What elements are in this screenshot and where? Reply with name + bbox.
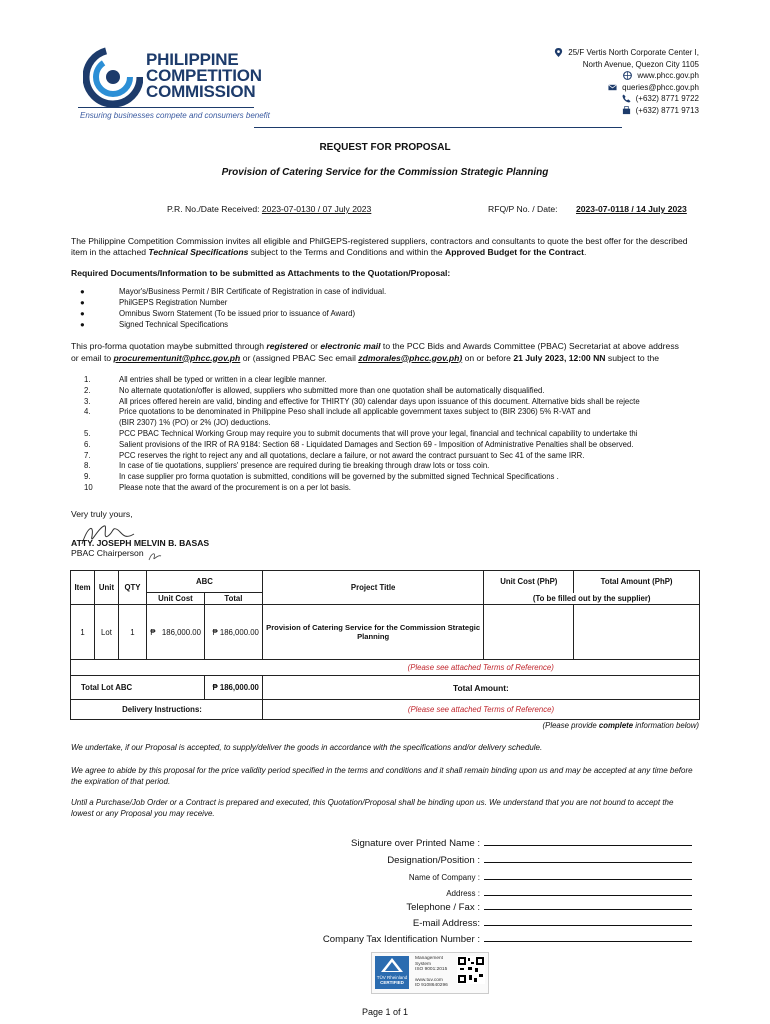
term-item <box>84 440 704 451</box>
submission-electronic: electronic mail <box>320 341 381 351</box>
provide-info-note <box>543 721 699 730</box>
supplier-fill-note: (To be filled out by the supplier) <box>484 593 700 605</box>
phone1-text: (+632) 8771 9722 <box>635 94 699 103</box>
term-text: In case of tie quotations, suppliers' presence are required during tie breaking through draw lots or toss coin. <box>119 461 490 471</box>
email-field[interactable] <box>292 915 692 929</box>
delivery-instructions-label: Delivery Instructions: <box>71 700 263 720</box>
location-pin-icon <box>554 48 563 57</box>
qty-cell: 1 <box>118 605 146 660</box>
term-number: 6. <box>84 439 91 449</box>
term-item <box>84 375 704 386</box>
term-text: PCC reserves the right to reject any and all quotations, declare a failure, or not award the contract pursuant to Sec 41 of the same IRR. <box>119 450 585 460</box>
header-divider <box>254 127 622 128</box>
tin-field[interactable] <box>292 931 692 945</box>
supplier-total-amount-input[interactable] <box>574 605 700 660</box>
tuv-label: TÜV Rheinland <box>376 975 408 980</box>
total-amount-label: Total Amount: <box>262 676 699 700</box>
term-text: In case supplier pro forma quotation is submitted, conditions will be governed by the submitted signed Technical Specifications . <box>119 472 559 482</box>
term-number: 8. <box>84 461 91 471</box>
required-item-text: Omnibus Sworn Statement (To be issued prior to issuance of Award) <box>119 309 356 318</box>
address-line[interactable] <box>484 885 692 896</box>
intro-text-a: The Philippine Competition Commission invites all eligible and PhilGEPS-registered suppliers, contractors and consultants to quote the best offer for the described item in the attached <box>71 236 688 257</box>
rfq-label: RFQ/P No. / Date: <box>488 204 558 214</box>
quotation-table <box>70 570 700 720</box>
intro-paragraph <box>71 236 701 258</box>
logo-underline <box>78 107 254 108</box>
col-header-total: Total <box>204 593 262 605</box>
term-number: 9. <box>84 472 91 482</box>
address-field[interactable] <box>292 885 692 898</box>
required-item-text: Mayor's/Business Permit / BIR Certificate of Registration in case of individual. <box>119 287 387 296</box>
procurement-email-link[interactable]: procurementunit@phcc.gov.ph <box>113 352 241 363</box>
provide-note-a: (Please provide <box>542 721 599 730</box>
intro-text-c: subject to the Terms and Conditions and within the <box>248 247 446 257</box>
telephone-line[interactable] <box>484 899 692 910</box>
document-title: REQUEST FOR PROPOSAL <box>319 142 451 153</box>
term-number: 7. <box>84 450 91 460</box>
tin-line[interactable] <box>484 931 692 942</box>
org-name-line3: COMMISSION <box>146 82 256 101</box>
submission-l: subject to the <box>605 352 660 363</box>
designation-field[interactable] <box>292 852 692 866</box>
rfq-row <box>488 204 700 215</box>
document-subtitle: Provision of Catering Service for the Commission Strategic Planning <box>221 167 549 178</box>
until-paragraph: Until a Purchase/Job Order or a Contract is prepared and executed, this Quotation/Proposal shall be binding upon us. We understand that you are not bound to accept the lowest or any Proposal you may receive. <box>71 798 674 818</box>
email-link[interactable]: queries@phcc.gov.ph <box>622 82 699 92</box>
total-lot-value: ₱ 186,000.00 <box>204 676 262 700</box>
term-item <box>84 429 704 440</box>
pcc-emblem-icon <box>83 46 143 108</box>
col-header-project: Project Title <box>262 571 484 605</box>
provide-note-c: information below) <box>633 721 699 730</box>
list-item: ● Omnibus Sworn Statement (To be issued prior to issuance of Award) <box>80 309 356 318</box>
col-header-qty: QTY <box>118 571 146 605</box>
certified-label: CERTIFIED <box>380 980 404 985</box>
email-label: E-mail Address: <box>412 918 480 929</box>
pbac-email-link[interactable]: zdmorales@phcc.gov.ph) <box>358 352 463 363</box>
qr-code-icon <box>457 956 485 984</box>
iso-certification-badge <box>371 952 489 994</box>
address-row <box>439 47 699 59</box>
page-number: Page 1 of 1 <box>361 1007 409 1017</box>
unit-cost-cell: ₱ 186,000.00 <box>146 605 204 660</box>
submission-e: to the PCC Bids and Awards Committee (PBAC) Secretariat at above address <box>380 341 679 351</box>
submission-h: or (assigned PBAC Sec email <box>240 352 359 363</box>
signatory-name: ATTY. JOSEPH MELVIN B. BASAS <box>71 538 210 548</box>
intro-text-e: . <box>583 247 587 257</box>
provide-note-complete: complete <box>598 721 634 730</box>
email-row <box>439 82 699 94</box>
term-item <box>84 483 704 494</box>
pr-label: P.R. No./Date Received: <box>167 204 260 214</box>
col-header-item: Item <box>71 571 95 605</box>
submission-registered: registered <box>266 341 308 351</box>
closing-text: Very truly yours, <box>71 509 133 519</box>
list-item: ● Mayor's/Business Permit / BIR Certificate of Registration in case of individual. <box>80 287 387 296</box>
required-list <box>80 286 386 330</box>
signature-label: Signature over Printed Name : <box>350 838 480 849</box>
term-text: All prices offered herein are valid, binding and effective for THIRTY (30) calendar days upon issuance of this document. Alternative bids shall be rejecte <box>119 396 640 406</box>
term-text: Please note that the award of the procurement is on a per lot basis. <box>119 482 351 492</box>
term-text: No alternate quotation/offer is allowed, suppliers who submitted more than one quotation shall be automatically disqualified. <box>119 385 545 395</box>
tin-label: Company Tax Identification Number : <box>322 934 480 945</box>
term-number: 1. <box>84 375 91 384</box>
term-item <box>84 472 704 483</box>
website-link[interactable]: www.phcc.gov.ph <box>637 71 699 80</box>
term-number: 4. <box>84 407 91 417</box>
tuv-badge <box>375 956 409 989</box>
pr-row <box>167 204 426 215</box>
col-header-total-amount-php: Total Amount (PhP) <box>574 571 700 593</box>
list-item: ● Signed Technical Specifications <box>80 320 229 329</box>
address-line1: 25/F Vertis North Corporate Center I, <box>568 48 699 57</box>
unit-cell: Lot <box>94 605 118 660</box>
required-heading: Required Documents/Information to be submitted as Attachments to the Quotation/Proposal: <box>71 268 451 278</box>
term-item <box>84 418 704 429</box>
website-row <box>439 70 699 82</box>
cert-line1: Management <box>415 956 443 961</box>
address-label: Address : <box>446 889 480 898</box>
term-item <box>84 386 704 397</box>
col-header-unit-cost: Unit Cost <box>146 593 204 605</box>
tuv-triangle-icon <box>375 956 409 974</box>
tagline: Ensuring businesses compete and consumers benefit <box>80 111 270 120</box>
submission-a: This pro-forma quotation maybe submitted through <box>71 341 267 351</box>
term-number: 5. <box>84 428 91 438</box>
col-header-abc: ABC <box>146 571 262 593</box>
company-name-label: Name of Company : <box>408 873 480 882</box>
term-item <box>84 407 704 418</box>
company-name-line[interactable] <box>484 869 692 880</box>
col-header-unit-cost-php: Unit Cost (PhP) <box>484 571 574 593</box>
undertake-paragraph: We undertake, if our Proposal is accepted, to supply/deliver the goods in accordance with the specifications and/or delivery schedule. <box>71 743 543 752</box>
required-item-text: Signed Technical Specifications <box>119 320 229 329</box>
pcc-logo <box>83 46 143 108</box>
empty-cell <box>71 660 263 676</box>
telephone-label: Telephone / Fax : <box>406 902 480 913</box>
designation-line[interactable] <box>484 852 692 863</box>
signatory-title: PBAC Chairperson <box>71 548 144 558</box>
term-item <box>84 451 704 462</box>
fax-icon <box>622 106 631 115</box>
supplier-unit-cost-input[interactable] <box>484 605 574 660</box>
term-text: (BIR 2307) 1% (PO) or 2% (JO) deductions. <box>119 418 271 428</box>
company-name-field[interactable] <box>292 869 692 882</box>
term-text: Price quotations to be denominated in Philippine Peso shall include all applicable government taxes subject to (BIR 2306) 5% R-VAT and <box>119 407 591 417</box>
submission-f: or email to <box>71 352 114 363</box>
item-cell: 1 <box>71 605 95 660</box>
intro-abc: Approved Budget for the Contract <box>445 247 584 257</box>
list-item: ● PhilGEPS Registration Number <box>80 298 228 307</box>
submission-paragraph <box>71 341 711 364</box>
submission-c: or <box>307 341 321 351</box>
term-number: 3. <box>84 396 91 406</box>
submission-j: on or before <box>462 352 514 363</box>
term-number: 2. <box>84 385 91 395</box>
cert-line4: www.tuv.com <box>415 977 443 983</box>
designation-label: Designation/Position : <box>387 855 480 866</box>
address-line2: North Avenue, Quezon City 1105 <box>582 59 699 69</box>
table-row <box>71 605 700 660</box>
cert-line5: ID 9108640296 <box>415 983 448 989</box>
intro-tech-specs: Technical Specifications <box>148 247 249 257</box>
org-name-line2: COMPETITION <box>146 66 262 85</box>
delivery-tor-note: (Please see attached Terms of Reference) <box>262 700 699 720</box>
envelope-icon <box>608 83 617 92</box>
initials-mark <box>148 550 162 562</box>
term-text: All entries shall be typed or written in a clear legible manner. <box>119 375 327 384</box>
phone2-row <box>439 105 699 117</box>
org-name-line1: PHILIPPINE <box>146 50 239 69</box>
terms-of-reference-note: (Please see attached Terms of Reference) <box>262 660 699 676</box>
term-item <box>84 461 704 472</box>
term-item <box>84 397 704 408</box>
total-cell: ₱ 186,000.00 <box>204 605 262 660</box>
terms-list <box>84 375 704 494</box>
abide-paragraph: We agree to abide by this proposal for the price validity period specified in the terms and conditions and it shall remain binding upon us and may be accepted at any time before the expiration of that period. <box>71 766 693 786</box>
cert-line3: ISO 9001:2015 <box>415 967 448 973</box>
pr-value: 2023-07-0130 / 07 July 2023 <box>261 204 372 214</box>
total-lot-label: Total Lot ABC <box>71 676 205 700</box>
deadline: 21 July 2023, 12:00 NN <box>513 352 606 363</box>
required-item-text: PhilGEPS Registration Number <box>119 298 228 307</box>
phone2-text: (+632) 8771 9713 <box>635 105 699 115</box>
cert-line2: System <box>415 961 431 967</box>
email-line[interactable] <box>484 915 692 926</box>
rfq-value: 2023-07-0118 / 14 July 2023 <box>575 204 687 214</box>
term-text: Salient provisions of the IRR of RA 9184: Section 68 - Liquidated Damages and Section 69 - Imposition of Administrative Penalties shall be observed. <box>119 439 634 449</box>
signature-line[interactable] <box>484 835 692 846</box>
phone1-row <box>439 93 699 105</box>
col-header-unit: Unit <box>94 571 118 605</box>
globe-icon <box>623 71 632 80</box>
term-text: PCC PBAC Technical Working Group may require you to submit documents that will prove your legal, financial and technical capability to undertake thi <box>119 428 638 438</box>
contact-block <box>439 47 699 116</box>
term-number: 10 <box>84 482 93 492</box>
telephone-field[interactable] <box>292 899 692 913</box>
phone-icon <box>622 94 631 103</box>
signature-field[interactable] <box>292 835 692 849</box>
project-title-cell: Provision of Catering Service for the Commission Strategic Planning <box>262 605 484 660</box>
